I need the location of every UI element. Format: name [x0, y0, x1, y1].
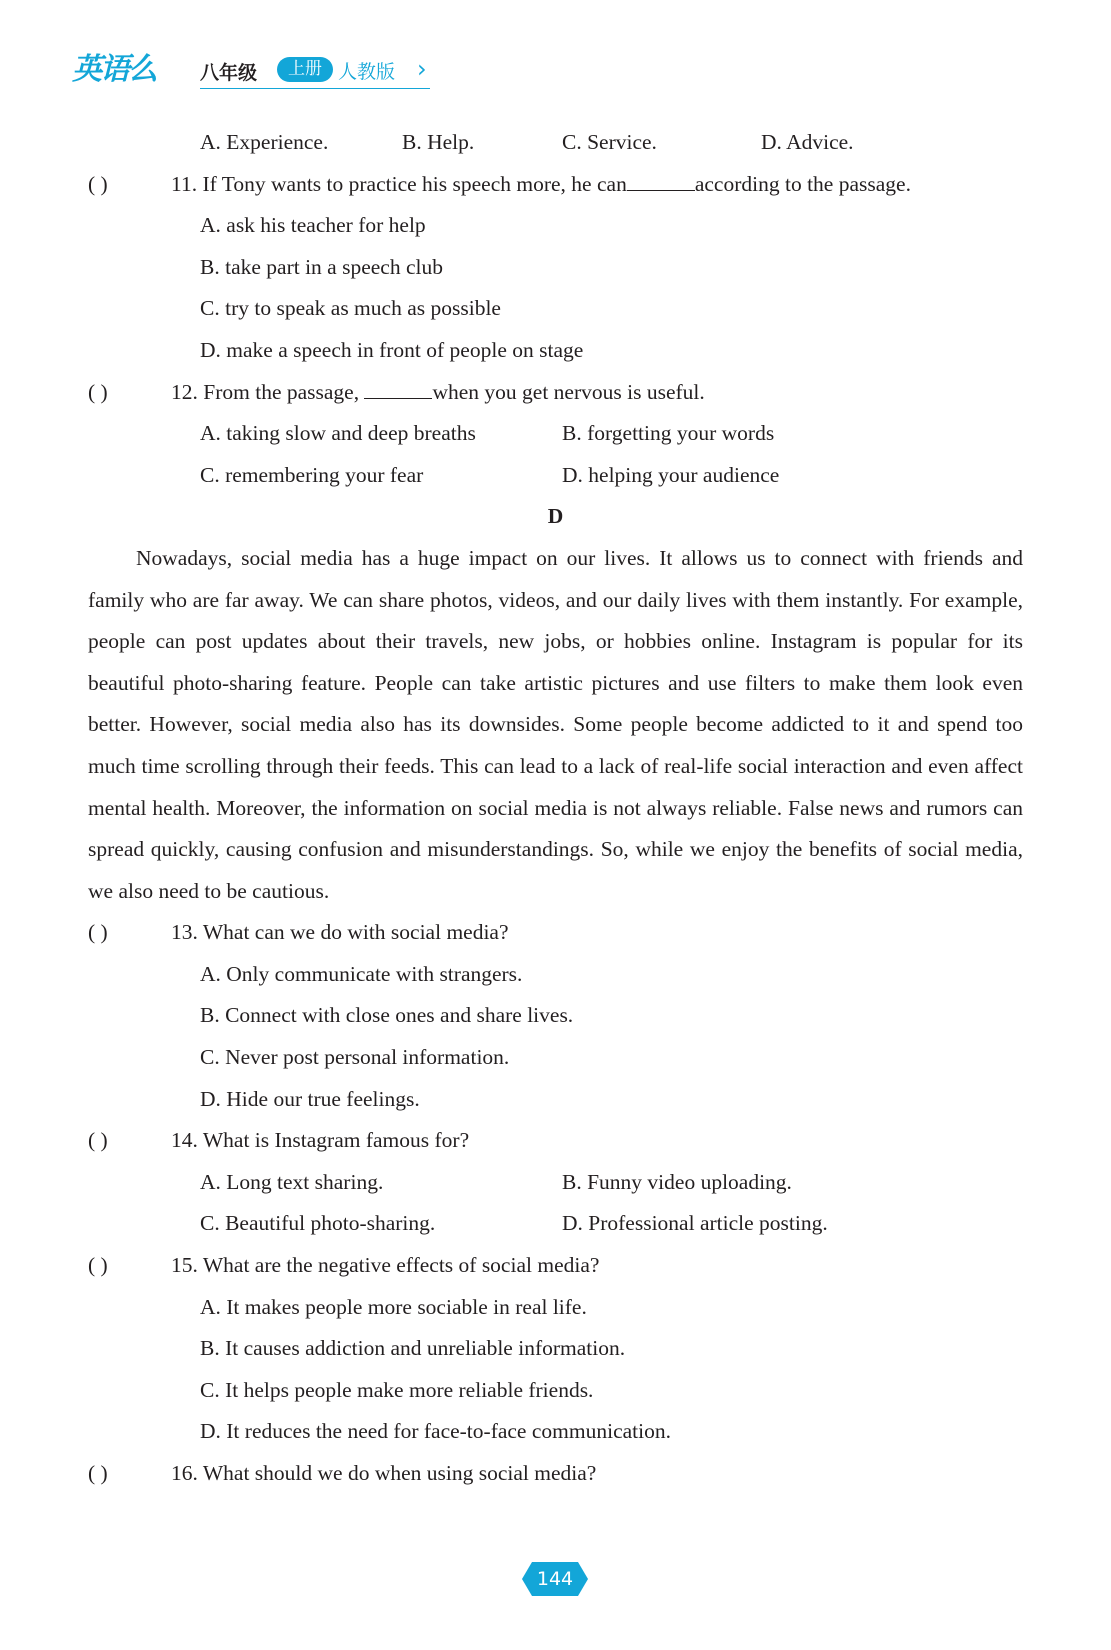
q14-options-row-2 — [88, 1203, 1023, 1245]
answer-blank[interactable] — [364, 376, 432, 399]
q15-option-a-row — [88, 1287, 1023, 1329]
q15-option-d: D. It reduces the need for face-to-face communication. — [200, 1419, 671, 1444]
q15-stem — [88, 1245, 1023, 1287]
q14-option-b: B. Funny video uploading. — [562, 1169, 792, 1194]
q12-question — [171, 372, 705, 414]
q15-option-d-row — [88, 1411, 1023, 1453]
section-title: D — [547, 504, 564, 529]
page-content — [88, 122, 1023, 1495]
q10-option-c: C. Service. — [562, 130, 657, 154]
q12-option-a: A. taking slow and deep breaths — [200, 421, 476, 446]
q10-option-d: D. Advice. — [761, 130, 854, 154]
q11-stem-before: 11. If Tony wants to practice his speech more, he can — [171, 171, 627, 196]
header-divider — [200, 88, 430, 89]
q12-option-b: B. forgetting your words — [562, 421, 775, 446]
q15-option-c: C. It helps people make more reliable friends. — [200, 1377, 594, 1402]
q14-option-a: A. Long text sharing. — [200, 1169, 384, 1194]
answer-blank[interactable] — [627, 168, 695, 191]
q11-option-a: A. ask his teacher for help — [200, 213, 426, 238]
q10-option-a: A. Experience. — [200, 130, 329, 154]
q15-option-c-row — [88, 1370, 1023, 1412]
q15-question: 15. What are the negative effects of social media? — [171, 1253, 600, 1278]
q14-stem — [88, 1120, 1023, 1162]
q12-stem — [88, 372, 1023, 414]
q10-option-b: B. Help. — [402, 130, 475, 154]
answer-bracket[interactable]: ( ) — [88, 1461, 108, 1485]
q15-option-b: B. It causes addiction and unreliable information. — [200, 1336, 626, 1361]
reading-passage: Nowadays, social media has a huge impact on our lives. It allows us to connect with friends and family who are far away. We can share photos, videos, and our daily lives with them instantly. For example, people can post updates about their travels, new jobs, or hobbies online. Instagram is popular for its beautiful photo-sharing feature. People can take artistic pictures and use filters to make them look even better. However, social media also has its downsides. Some people become addicted to it and spend too much time scrolling through their feeds. This can lead to a lack of real-life social interaction and even affect mental health. Moreover, the information on social media is not always reliable. False news and rumors can spread quickly, causing confusion and misunderstandings. So, while we enjoy the benefits of social media, we also need to be cautious. — [88, 545, 1023, 903]
q12-stem-before: 12. From the passage, — [171, 379, 360, 404]
answer-bracket[interactable]: ( ) — [88, 1253, 108, 1278]
brand-logo: 英语么 — [72, 52, 156, 87]
page-number-badge — [522, 1562, 588, 1596]
q13-option-b-row — [88, 995, 1023, 1037]
answer-bracket[interactable]: ( ) — [88, 171, 108, 196]
q16-question: 16. What should we do when using social media? — [171, 1461, 597, 1485]
q12-option-c: C. remembering your fear — [200, 462, 424, 487]
q11-option-b: B. take part in a speech club — [200, 254, 443, 279]
page-header — [72, 50, 432, 92]
q10-options — [88, 122, 1023, 164]
volume-badge: 上册 — [277, 57, 333, 82]
q11-option-b-row — [88, 247, 1023, 289]
q11-stem-after: according to the passage. — [694, 171, 911, 196]
grade-label: 八年级 — [200, 62, 258, 84]
answer-bracket[interactable]: ( ) — [88, 379, 108, 404]
q15-option-b-row — [88, 1328, 1023, 1370]
q13-stem — [88, 912, 1023, 954]
q13-question: 13. What can we do with social media? — [171, 920, 509, 945]
q11-question — [171, 164, 911, 206]
q13-option-c-row — [88, 1037, 1023, 1079]
q13-option-a-row — [88, 954, 1023, 996]
q12-options-row-2 — [88, 455, 1023, 497]
q15-option-a: A. It makes people more sociable in real life. — [200, 1294, 587, 1319]
q13-option-a: A. Only communicate with strangers. — [200, 961, 523, 986]
q11-option-d-row — [88, 330, 1023, 372]
answer-bracket[interactable]: ( ) — [88, 920, 108, 945]
q11-option-a-row — [88, 205, 1023, 247]
q13-option-c: C. Never post personal information. — [200, 1045, 510, 1070]
q14-question: 14. What is Instagram famous for? — [171, 1128, 470, 1153]
q14-option-c: C. Beautiful photo-sharing. — [200, 1211, 436, 1236]
q11-stem — [88, 164, 1023, 206]
q12-option-d: D. helping your audience — [562, 462, 780, 487]
q12-stem-after: when you get nervous is useful. — [432, 379, 705, 404]
q16-stem — [88, 1453, 1023, 1495]
q13-option-b: B. Connect with close ones and share lives. — [200, 1003, 574, 1028]
q11-option-c: C. try to speak as much as possible — [200, 296, 501, 321]
edition-label: 人教版 — [338, 61, 396, 83]
q14-option-d: D. Professional article posting. — [562, 1211, 828, 1236]
chevron-right-icon: › — [417, 55, 427, 83]
page-number: 144 — [536, 1568, 574, 1590]
q13-option-d: D. Hide our true feelings. — [200, 1086, 420, 1111]
q12-options-row-1 — [88, 413, 1023, 455]
answer-bracket[interactable]: ( ) — [88, 1128, 108, 1153]
q13-option-d-row — [88, 1079, 1023, 1121]
q14-options-row-1 — [88, 1162, 1023, 1204]
q11-option-d: D. make a speech in front of people on stage — [200, 337, 584, 362]
q11-option-c-row — [88, 288, 1023, 330]
